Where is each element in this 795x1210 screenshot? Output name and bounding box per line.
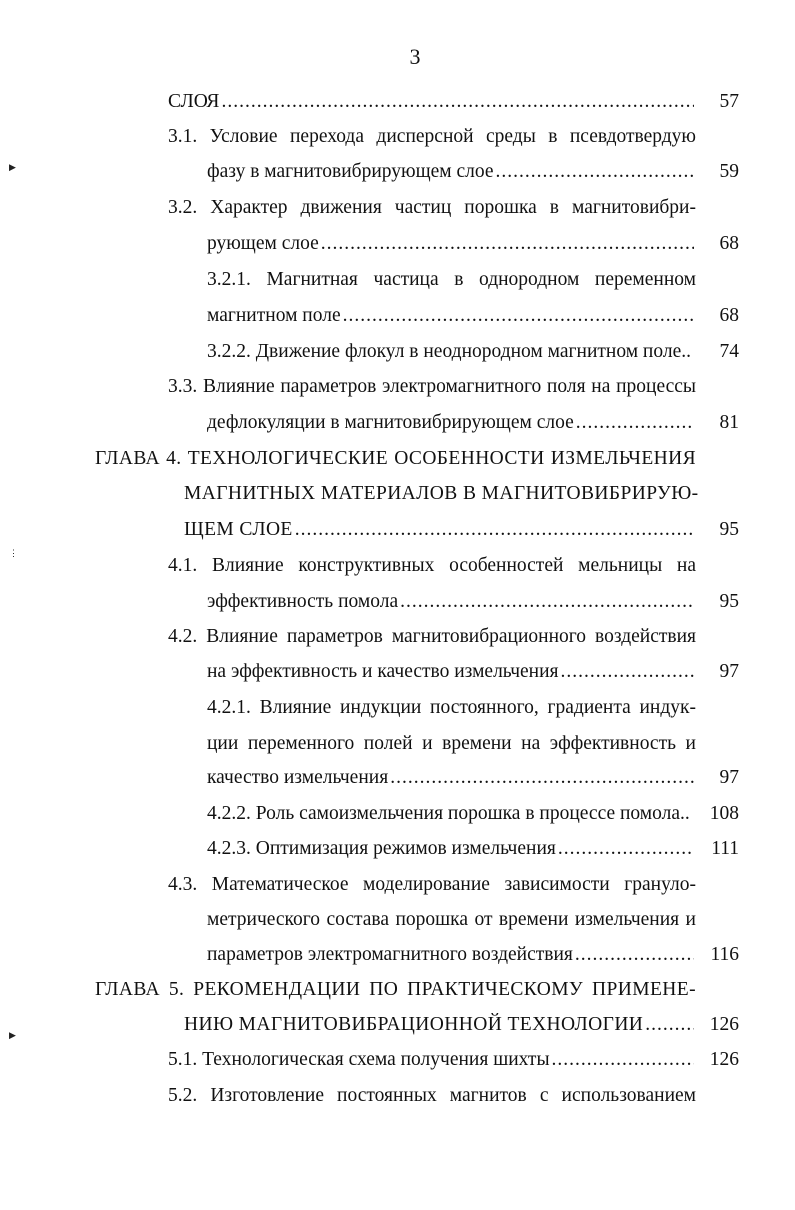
chapter-heading: ГЛАВА 4. ТЕХНОЛОГИЧЕСКИЕ ОСОБЕННОСТИ ИЗМЕЛЬЧЕНИЯ xyxy=(95,448,696,469)
toc-entry-text: НИЮ МАГНИТОВИБРАЦИОННОЙ ТЕХНОЛОГИИ xyxy=(184,1014,644,1035)
toc-page: 116 xyxy=(710,944,739,965)
toc-entry xyxy=(184,515,696,545)
toc-entry xyxy=(207,763,696,793)
toc-entry xyxy=(207,940,696,970)
leader-dots xyxy=(558,834,694,864)
toc-entry xyxy=(168,1045,696,1075)
toc-entry: 4.2.1. Влияние индукции постоянного, градиента индук- xyxy=(207,697,696,718)
toc-entry-text: 5.1. Технологическая схема получения шихты xyxy=(168,1049,550,1070)
leader-dots xyxy=(645,1010,694,1040)
toc-entry: 4.3. Математическое моделирование зависимости грануло- xyxy=(168,874,696,895)
leader-dots xyxy=(496,157,694,187)
leader-dots xyxy=(343,301,694,331)
toc-entry-text: фазу в магнитовибрирующем слое xyxy=(207,161,494,182)
toc-entry xyxy=(207,229,696,259)
toc-entry: 3.3. Влияние параметров электромагнитного поля на процессы xyxy=(168,376,696,397)
page-number: 3 xyxy=(409,44,421,69)
leader-dots xyxy=(576,408,694,438)
toc-page: 95 xyxy=(719,591,739,612)
toc-page: 126 xyxy=(709,1014,739,1035)
leader-dots xyxy=(552,1045,694,1075)
toc-page: 108 xyxy=(709,803,739,824)
toc-entry-text: параметров электромагнитного воздействия xyxy=(207,944,573,965)
toc-entry: 3.1. Условие перехода дисперсной среды в псевдотвердую xyxy=(168,126,696,147)
toc-entry: 3.2.1. Магнитная частица в однородном переменном xyxy=(207,269,696,290)
leader-dots xyxy=(400,587,694,617)
toc-entry-text: магнитном поле xyxy=(207,305,341,326)
toc-entry: метрического состава порошка от времени измельчения и xyxy=(207,909,696,930)
leader-dots xyxy=(321,229,694,259)
toc-entry-text: дефлокуляции в магнитовибрирующем слое xyxy=(207,412,574,433)
toc-entry xyxy=(207,834,696,864)
toc-entry: 4.2.2. Роль самоизмельчения порошка в процессе помола.. xyxy=(207,803,690,824)
margin-mark: ▶ xyxy=(9,1030,16,1040)
toc-entry xyxy=(207,157,696,187)
toc-entry-text: СЛОЯ xyxy=(168,91,220,112)
toc-entry: 3.2.2. Движение флокул в неоднородном магнитном поле.. xyxy=(207,341,691,362)
toc-page: 81 xyxy=(719,412,739,433)
toc-page: 111 xyxy=(711,838,739,859)
toc-entry xyxy=(207,301,696,331)
toc-entry: 3.2. Характер движения частиц порошка в магнитовибри- xyxy=(168,197,696,218)
toc-entry-text: ЩЕМ СЛОЕ xyxy=(184,519,293,540)
toc-page: 59 xyxy=(719,161,739,182)
leader-dots xyxy=(561,657,694,687)
toc-entry-text: эффективность помола xyxy=(207,591,399,612)
toc-page: 57 xyxy=(719,91,739,112)
toc-entry xyxy=(207,587,696,617)
toc-entry: 4.2. Влияние параметров магнитовибрационного воздействия xyxy=(168,626,696,647)
toc-page: 74 xyxy=(719,341,739,362)
toc-entry-text: качество измельчения xyxy=(207,767,389,788)
toc-page: 68 xyxy=(719,305,739,326)
chapter-heading: МАГНИТНЫХ МАТЕРИАЛОВ В МАГНИТОВИБРИРУЮ- xyxy=(184,483,699,504)
toc-entry: 4.1. Влияние конструктивных особенностей мельницы на xyxy=(168,555,696,576)
leader-dots xyxy=(390,763,694,793)
leader-dots xyxy=(221,87,694,117)
leader-dots xyxy=(575,940,694,970)
chapter-heading: ГЛАВА 5. РЕКОМЕНДАЦИИ ПО ПРАКТИЧЕСКОМУ ПРИМЕНЕ- xyxy=(95,979,696,1000)
toc-entry-text: на эффективность и качество измельчения xyxy=(207,661,559,682)
toc-page: 95 xyxy=(719,519,739,540)
toc-page: 97 xyxy=(719,661,739,682)
toc-entry: ции переменного полей и времени на эффективность и xyxy=(207,733,696,754)
toc-entry xyxy=(207,408,696,438)
margin-mark: ▶ xyxy=(9,162,16,172)
toc-page: 97 xyxy=(719,767,739,788)
toc-page: 68 xyxy=(719,233,739,254)
toc-entry-text: рующем слое xyxy=(207,233,319,254)
toc-entry xyxy=(168,87,696,117)
leader-dots xyxy=(295,515,694,545)
toc-entry xyxy=(207,657,696,687)
toc-entry-text: 4.2.3. Оптимизация режимов измельчения xyxy=(207,838,556,859)
toc-entry: 5.2. Изготовление постоянных магнитов с использованием xyxy=(168,1085,696,1106)
toc-entry xyxy=(184,1010,696,1040)
margin-mark: ⋮ xyxy=(9,548,18,558)
toc-page: 126 xyxy=(709,1049,739,1070)
